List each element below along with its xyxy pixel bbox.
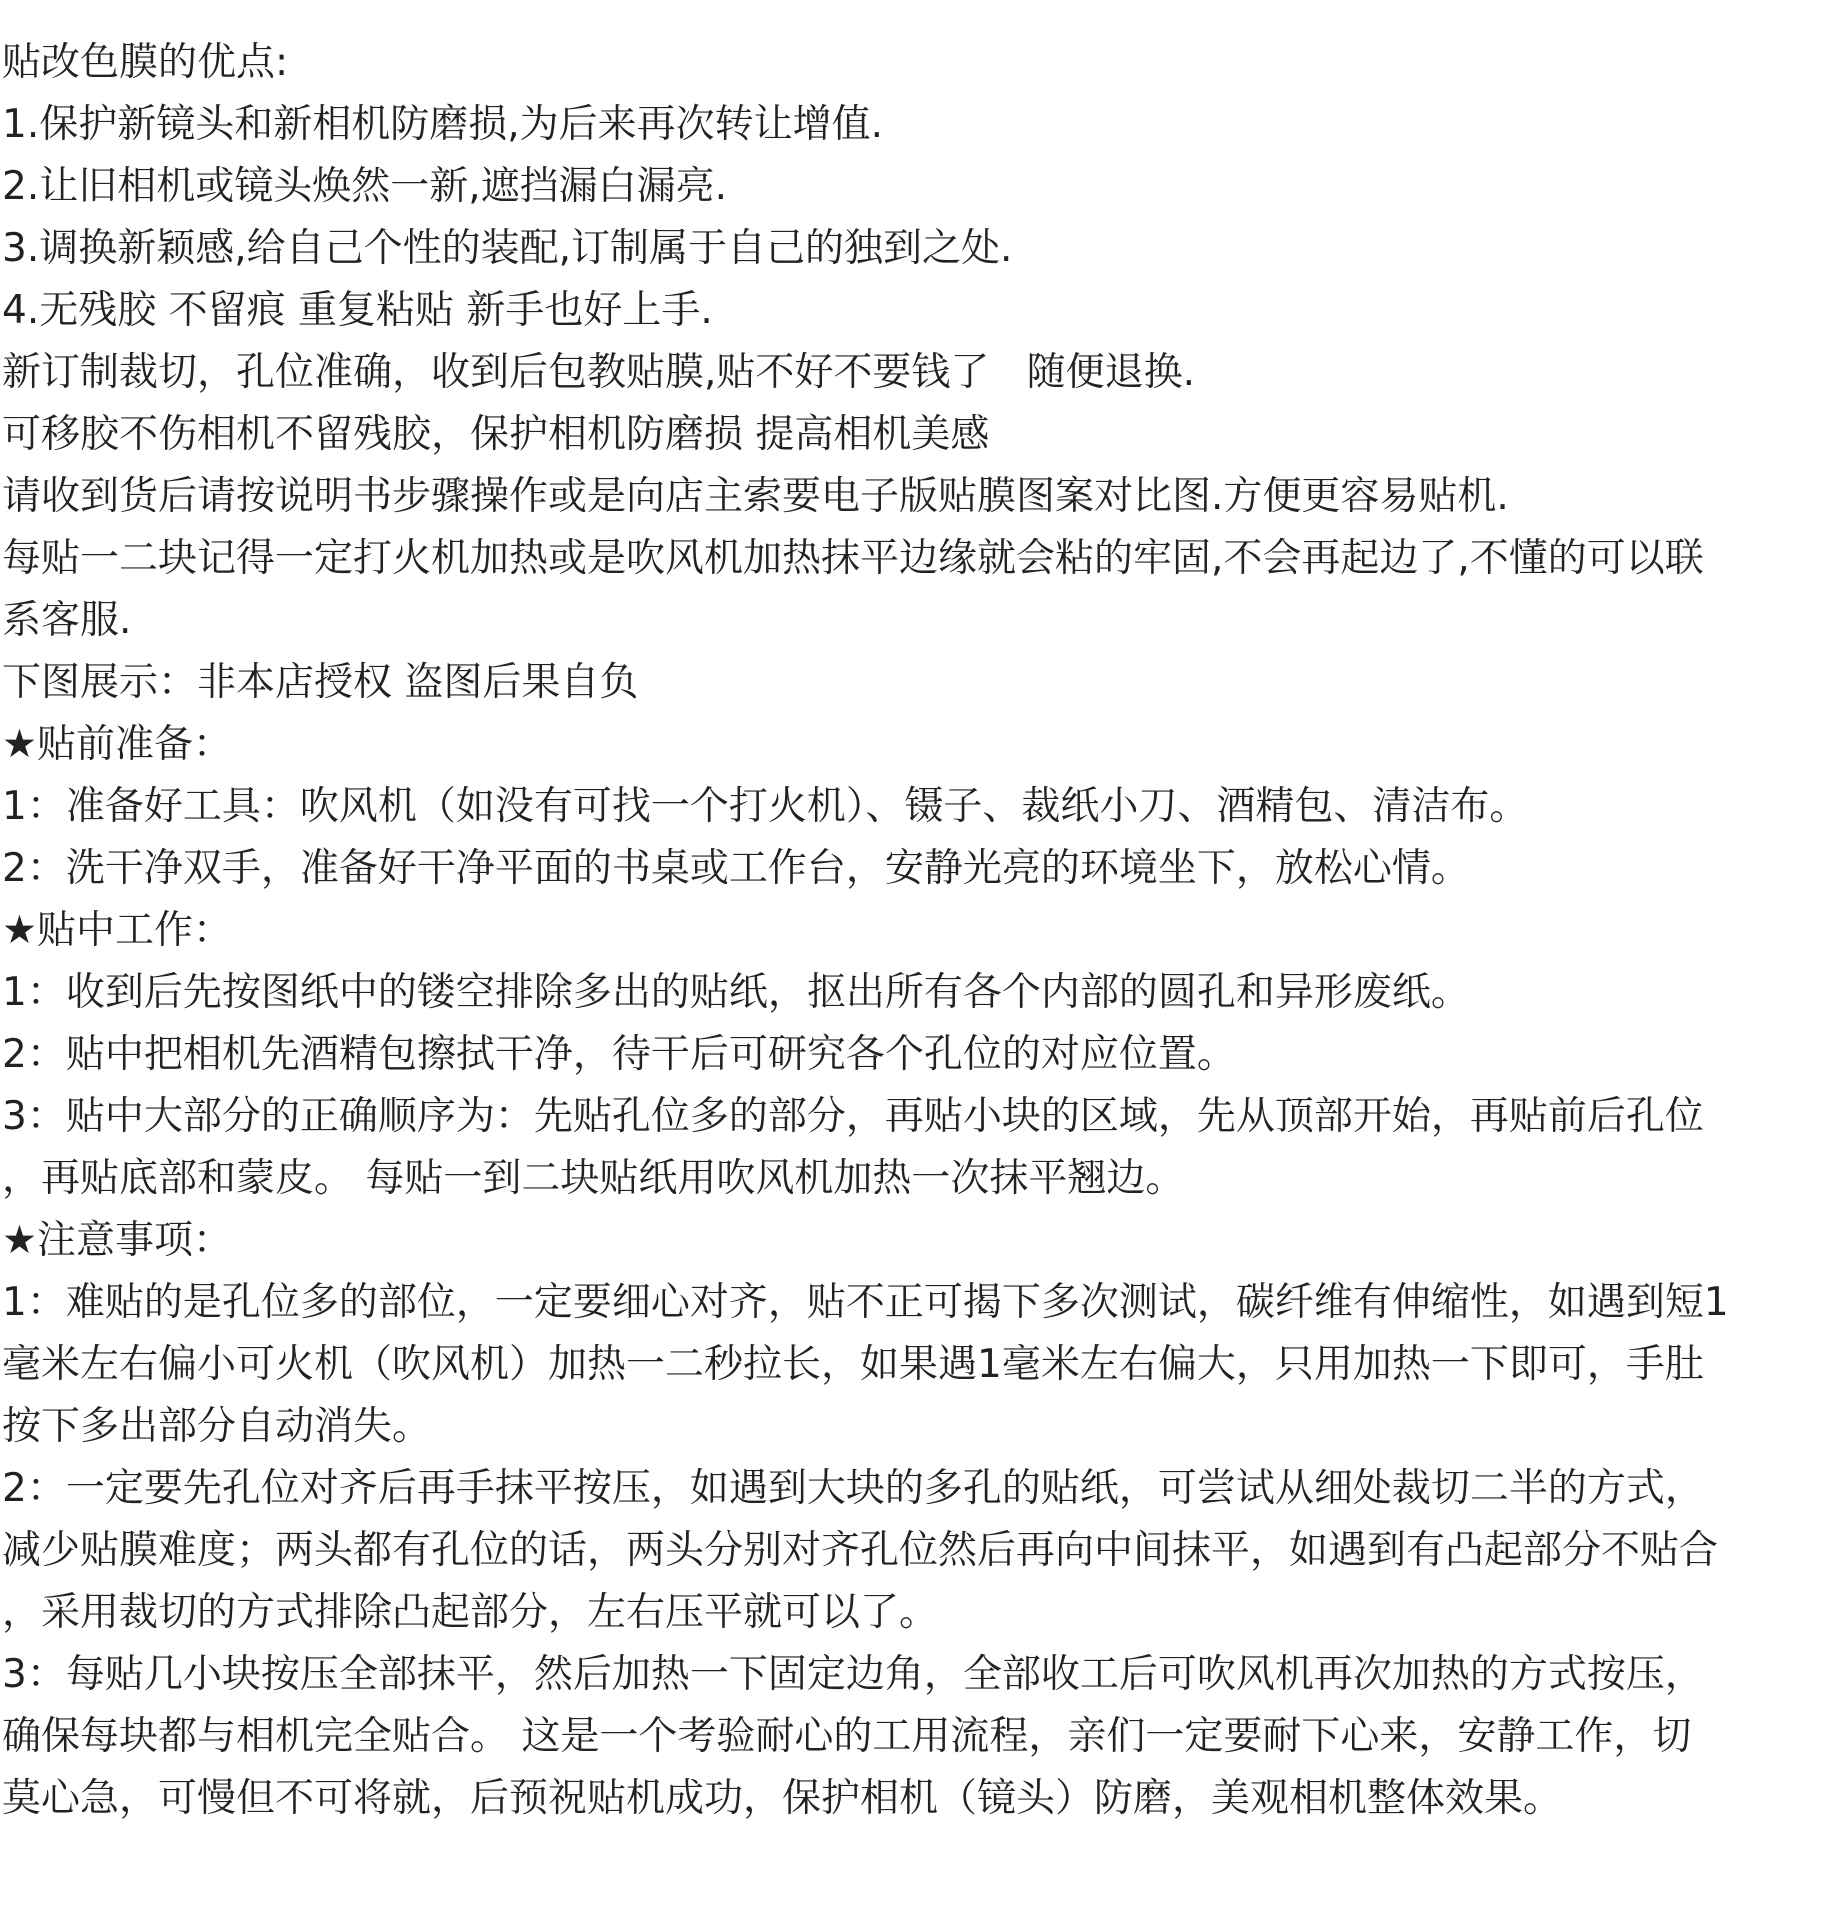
text-line: 2：一定要先孔位对齐后再手抹平按压，如遇到大块的多孔的贴纸，可尝试从细处裁切二半的方式， bbox=[2, 1466, 1704, 1511]
text-line: 1：难贴的是孔位多的部位，一定要细心对齐，贴不正可揭下多次测试，碳纤维有伸缩性，如遇到短1 bbox=[2, 1280, 1729, 1325]
text-line: 莫心急，可慢但不可将就，后预祝贴机成功，保护相机（镜头）防磨，美观相机整体效果。 bbox=[2, 1776, 1563, 1821]
text-line: 请收到货后请按说明书步骤操作或是向店主索要电子版贴膜图案对比图.方便更容易贴机. bbox=[2, 474, 1509, 519]
text-line: 3：每贴几小块按压全部抹平，然后加热一下固定边角，全部收工后可吹风机再次加热的方式按压， bbox=[2, 1652, 1704, 1697]
text-line: 贴改色膜的优点: bbox=[2, 40, 289, 85]
text-line: 下图展示：非本店授权 盗图后果自负 bbox=[2, 660, 639, 705]
section-heading: ★注意事项： bbox=[2, 1218, 232, 1263]
text-line: ，再贴底部和蒙皮。 每贴一到二块贴纸用吹风机加热一次抹平翘边。 bbox=[2, 1156, 1185, 1201]
text-line: 确保每块都与相机完全贴合。 这是一个考验耐心的工用流程，亲们一定要耐下心来，安静工作，切 bbox=[2, 1714, 1692, 1759]
text-line: 1：收到后先按图纸中的镂空排除多出的贴纸，抠出所有各个内部的圆孔和异形废纸。 bbox=[2, 970, 1470, 1015]
text-line: 2：洗干净双手，准备好干净平面的书桌或工作台，安静光亮的环境坐下，放松心情。 bbox=[2, 846, 1470, 891]
section-heading: ★贴中工作： bbox=[2, 908, 232, 953]
text-line: 按下多出部分自动消失。 bbox=[2, 1404, 432, 1449]
instruction-document bbox=[2, 32, 1827, 1830]
text-line: 每贴一二块记得一定打火机加热或是吹风机加热抹平边缘就会粘的牢固,不会再起边了,不懂的可以联 bbox=[2, 536, 1704, 581]
text-line: 1：准备好工具：吹风机（如没有可找一个打火机）、镊子、裁纸小刀、酒精包、清洁布。 bbox=[2, 784, 1529, 829]
text-line: ，采用裁切的方式排除凸起部分，左右压平就可以了。 bbox=[2, 1590, 939, 1635]
text-line: 可移胶不伤相机不留残胶，保护相机防磨损 提高相机美感 bbox=[2, 412, 990, 457]
text-line: 1.保护新镜头和新相机防磨损,为后来再次转让增值. bbox=[2, 102, 884, 147]
text-line: 2.让旧相机或镜头焕然一新,遮挡漏白漏亮. bbox=[2, 164, 728, 209]
text-line: 4.无残胶 不留痕 重复粘贴 新手也好上手. bbox=[2, 288, 713, 333]
section-heading: ★贴前准备： bbox=[2, 722, 232, 767]
text-line: 减少贴膜难度；两头都有孔位的话，两头分别对齐孔位然后再向中间抹平，如遇到有凸起部分不贴合 bbox=[2, 1528, 1719, 1573]
text-line: 新订制裁切，孔位准确，收到后包教贴膜,贴不好不要钱了 随便退换. bbox=[2, 350, 1195, 395]
text-line: 毫米左右偏小可火机（吹风机）加热一二秒拉长，如果遇1毫米左右偏大，只用加热一下即可，手肚 bbox=[2, 1342, 1704, 1387]
text-line: 3：贴中大部分的正确顺序为：先贴孔位多的部分，再贴小块的区域，先从顶部开始，再贴前后孔位 bbox=[2, 1094, 1704, 1139]
text-line: 3.调换新颖感,给自己个性的装配,订制属于自己的独到之处. bbox=[2, 226, 1013, 271]
text-line: 2：贴中把相机先酒精包擦拭干净，待干后可研究各个孔位的对应位置。 bbox=[2, 1032, 1236, 1077]
text-line: 系客服. bbox=[2, 598, 132, 643]
